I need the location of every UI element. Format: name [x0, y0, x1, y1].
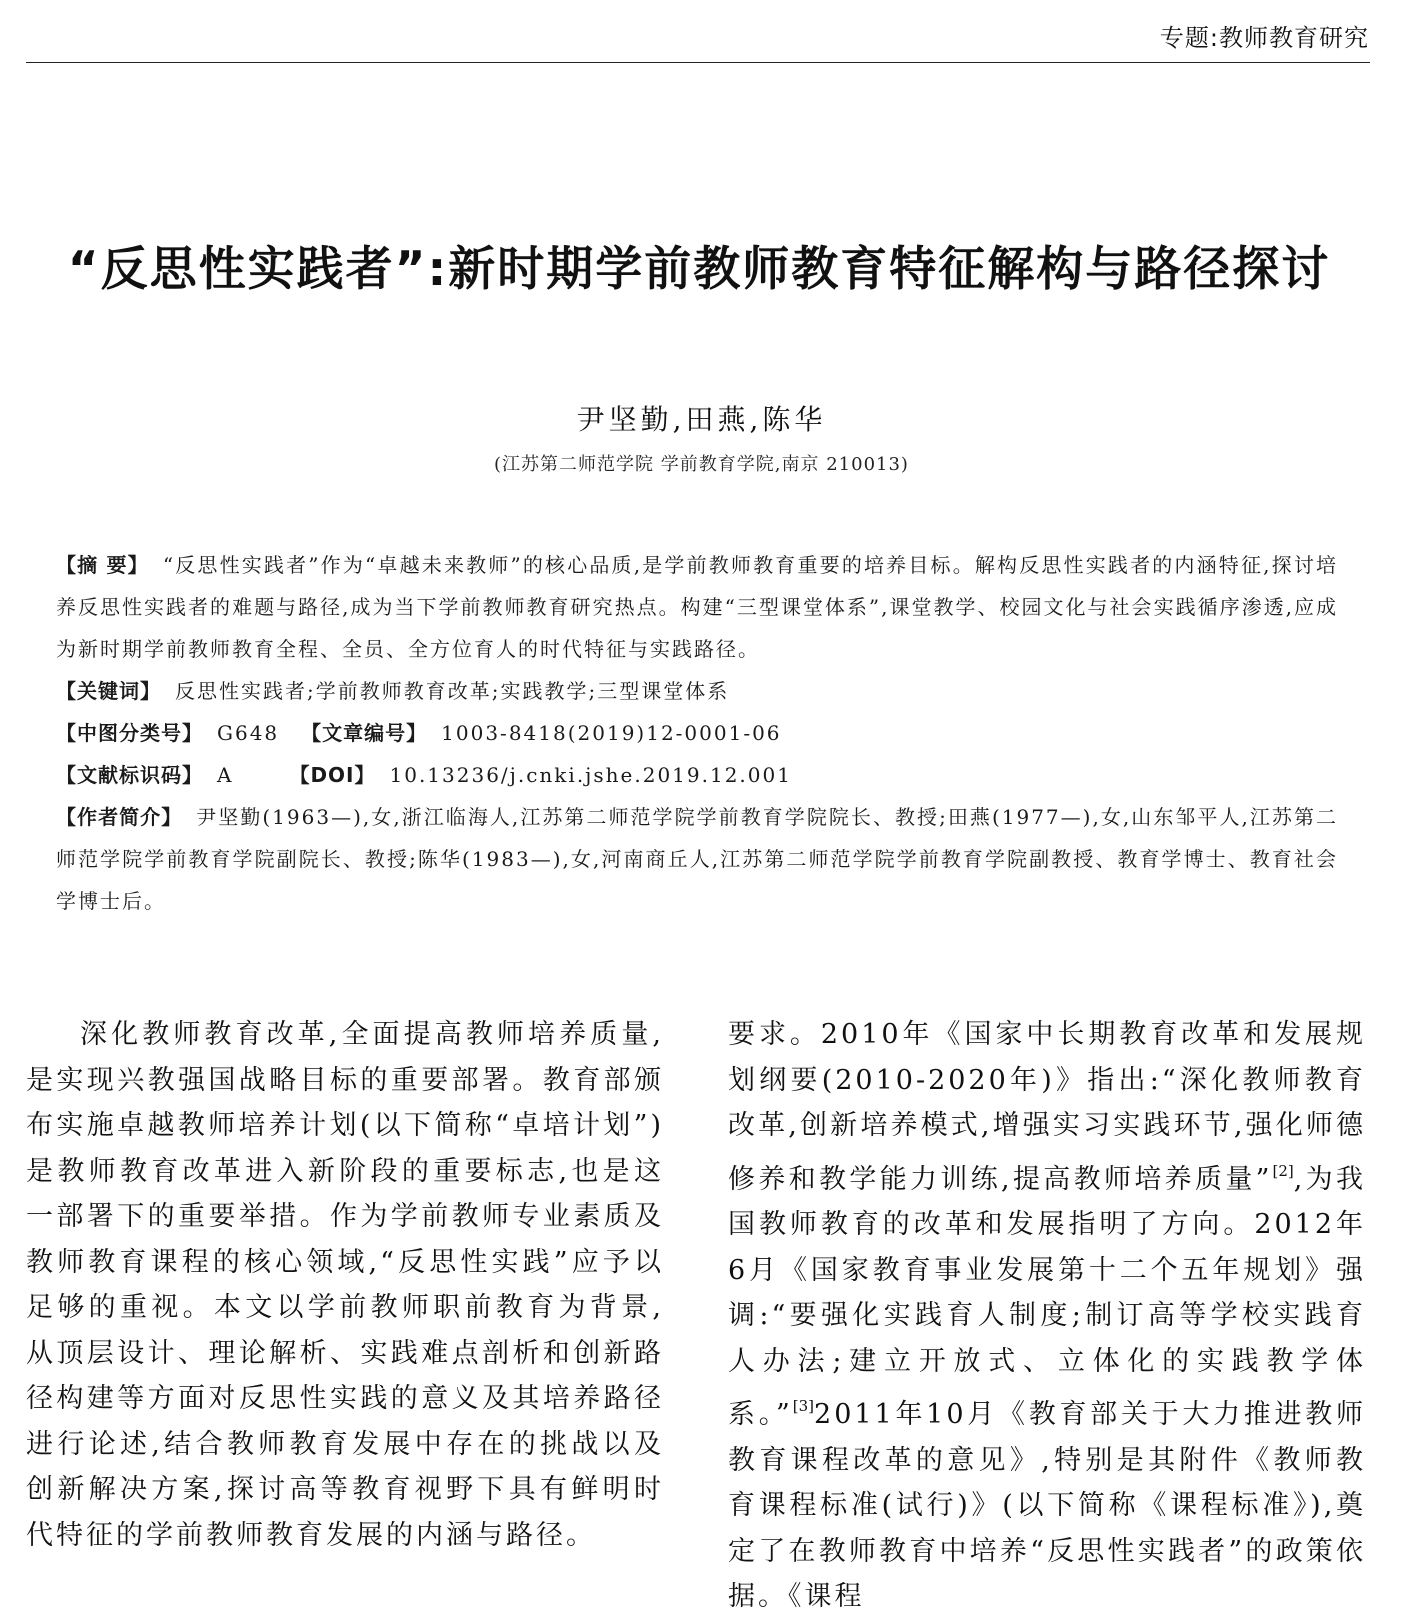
article-number-value: 1003-8418(2019)12-0001-06	[441, 721, 782, 745]
citation-3: [3]	[792, 1397, 815, 1415]
clc-label: 【中图分类号】	[56, 721, 203, 745]
right-column	[728, 1012, 1366, 1612]
body-text	[26, 1012, 1370, 1612]
article-metadata	[56, 544, 1338, 922]
intro-paragraph: 深化教师教育改革,全面提高教师培养质量,是实现兴教强国战略目标的重要部署。教育部颁布实施卓越教师培养计划(以下简称“卓培计划”)是教师教育改革进入新阶段的重要标志,也是这一部署下的重要举措。作为学前教师专业素质及教师教育课程的核心领域,“反思性实践”应予以足够的重视。本文以学前教师职前教育为背景,从顶层设计、理论解析、实践难点剖析和创新路径构建等方面对反思性实践的意义及其培养路径进行论述,结合教师教育发展中存在的挑战以及创新解决方案,探讨高等教育视野下具有鲜明时代特征的学前教师教育发展的内涵与路径。	[26, 1019, 664, 1551]
classification-line	[56, 712, 1338, 754]
header-rule	[26, 62, 1370, 63]
policy-text-3: 2011年10月《教育部关于大力推进教师教育课程改革的意见》,特别是其附件《教师教育课程标准(试行)》(以下简称《课程标准》),奠定了在教师教育中培养“反思性实践者”的政策依据。《课程	[728, 1399, 1366, 1612]
abstract-label: 【摘 要】	[56, 553, 149, 577]
keywords-label: 【关键词】	[56, 679, 161, 703]
keywords	[56, 670, 1338, 712]
article-title: “反思性实践者”:新时期学前教师教育特征解构与路径探讨	[67, 242, 1331, 297]
author-bio-label: 【作者简介】	[56, 805, 183, 829]
policy-text-1: 要求。2010年《国家中长期教育改革和发展规划纲要(2010-2020年)》指出:“深化教师教育改革,创新培养模式,增强实习实践环节,强化师德修养和教学能力训练,提高教师培养质量”	[728, 1019, 1366, 1195]
author-bio	[56, 796, 1338, 922]
citation-2: [2]	[1272, 1161, 1294, 1180]
keywords-text: 反思性实践者;学前教师教育改革;实践教学;三型课堂体系	[175, 679, 730, 703]
doi-value: 10.13236/j.cnki.jshe.2019.12.001	[389, 763, 792, 787]
author-affiliation: (江苏第二师范学院 学前教育学院,南京 210013)	[494, 454, 909, 475]
author-bio-text: 尹坚勤(1963—),女,浙江临海人,江苏第二师范学院学前教育学院院长、教授;田燕(1977—),女,山东邹平人,江苏第二师范学院学前教育学院副院长、教授;陈华(1983—),女,河南商丘人,江苏第二师范学院学前教育学院副教授、教育学博士、教育社会学博士后。	[56, 805, 1339, 913]
policy-paragraph	[728, 1012, 1366, 1620]
document-code-value: A	[217, 763, 234, 787]
article-number-label: 【文章编号】	[301, 721, 428, 745]
policy-text-2: ,为我国教师教育的改革和发展指明了方向。2012年6月《国家教育事业发展第十二个五年规划》强调:“要强化实践育人制度;制订高等学校实践育人办法;建立开放式、立体化的实践教学体系。”	[728, 1163, 1366, 1430]
abstract-text: “反思性实践者”作为“卓越未来教师”的核心品质,是学前教师教育重要的培养目标。解构反思性实践者的内涵特征,探讨培养反思性实践者的难题与路径,成为当下学前教师教育研究热点。构建“三型课堂体系”,课堂教学、校园文化与社会实践循序渗透,应成为新时期学前教师教育全程、全员、全方位育人的时代特征与实践路径。	[56, 553, 1338, 661]
abstract	[56, 544, 1338, 670]
left-column	[26, 1012, 664, 1572]
article-authors: 尹坚勤,田燕,陈华	[576, 403, 827, 436]
document-code-label: 【文献标识码】	[56, 763, 203, 787]
running-header: 专题:教师教育研究	[1159, 24, 1369, 52]
identifier-line	[56, 754, 1338, 796]
clc-value: G648	[217, 721, 280, 745]
doi-label: 【DOI】	[289, 763, 376, 787]
